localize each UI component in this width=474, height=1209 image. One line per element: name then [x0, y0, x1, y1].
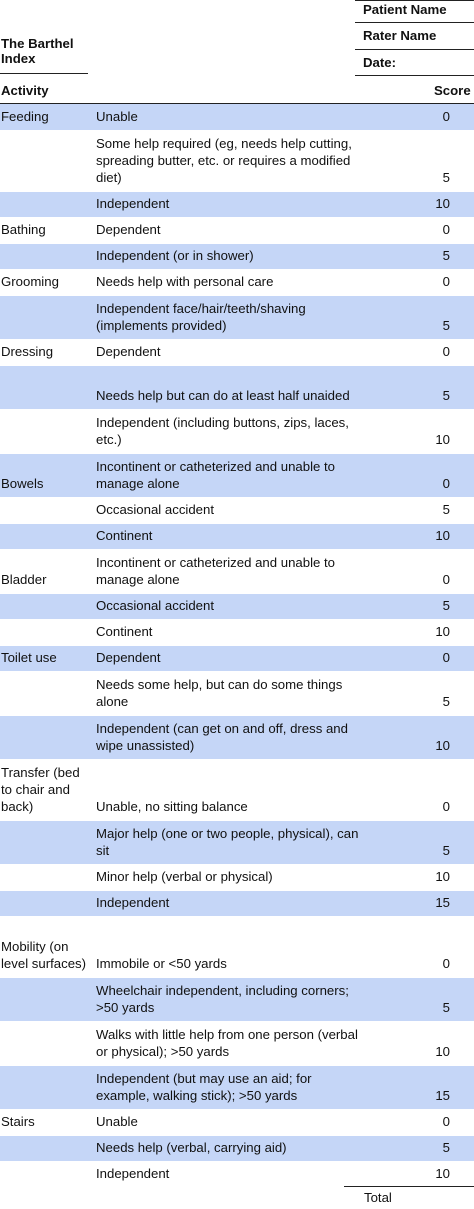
description-cell: Immobile or <50 yards	[96, 956, 227, 971]
table-row	[0, 244, 474, 270]
description-cell: Independent (including buttons, zips, laces, etc.)	[96, 415, 349, 447]
score-cell: 5	[442, 318, 450, 333]
score-cell: 10	[435, 1166, 450, 1181]
score-cell: 10	[435, 738, 450, 753]
table-row	[0, 366, 474, 410]
patient-name-top-line	[355, 0, 474, 1]
score-cell: 0	[442, 956, 450, 971]
activity-column-header: Activity	[1, 83, 49, 98]
table-row	[0, 218, 474, 244]
activity-cell: Toilet use	[1, 650, 57, 665]
score-cell: 10	[435, 432, 450, 447]
table-row	[0, 1022, 474, 1066]
score-cell: 0	[442, 650, 450, 665]
description-cell: Walks with little help from one person (verbal or physical); >50 yards	[96, 1027, 358, 1059]
table-row	[0, 672, 474, 716]
description-cell: Independent	[96, 895, 170, 910]
table-row	[0, 296, 474, 340]
score-cell: 5	[442, 1000, 450, 1015]
form-title: The Barthel Index	[1, 36, 74, 66]
rater-name-label: Rater Name	[363, 28, 437, 43]
description-cell: Minor help (verbal or physical)	[96, 869, 273, 884]
score-cell: 5	[442, 502, 450, 517]
rater-name-field[interactable]	[355, 49, 474, 50]
score-cell: 10	[435, 869, 450, 884]
description-cell: Unable	[96, 109, 138, 124]
table-row	[0, 550, 474, 594]
table-row	[0, 760, 474, 821]
table-row	[0, 891, 474, 917]
description-cell: Independent face/hair/teeth/shaving (implements provided)	[96, 301, 306, 333]
score-cell: 5	[442, 598, 450, 613]
table-row	[0, 104, 474, 131]
table-row	[0, 131, 474, 192]
description-cell: Some help required (eg, needs help cutting, spreading butter, etc. or requires a modified diet)	[96, 136, 352, 185]
table-row	[0, 410, 474, 454]
table-row	[0, 620, 474, 646]
score-cell: 5	[442, 843, 450, 858]
score-cell: 0	[442, 799, 450, 814]
score-cell: 0	[442, 274, 450, 289]
description-cell: Incontinent or catheterized and unable to manage alone	[96, 459, 336, 491]
activity-cell: Transfer (bed to chair and back)	[1, 765, 80, 814]
score-cell: 0	[442, 1114, 450, 1129]
table-row	[0, 1066, 474, 1110]
activity-cell: Bladder	[1, 572, 47, 587]
score-cell: 5	[442, 388, 450, 403]
form-header	[0, 0, 474, 80]
table-row	[0, 917, 474, 978]
score-column-header: Score	[434, 83, 471, 98]
table-row	[0, 1110, 474, 1136]
table-row	[0, 1136, 474, 1162]
activity-cell: Bathing	[1, 222, 46, 237]
description-cell: Needs help (verbal, carrying aid)	[96, 1140, 287, 1155]
date-field[interactable]	[355, 75, 474, 76]
patient-name-field[interactable]	[355, 22, 474, 23]
score-cell: 15	[435, 1088, 450, 1103]
description-cell: Needs help with personal care	[96, 274, 274, 289]
activity-cell: Dressing	[1, 344, 54, 359]
description-cell: Continent	[96, 624, 153, 639]
table-row	[0, 646, 474, 672]
description-cell: Occasional accident	[96, 502, 215, 517]
table-row	[0, 270, 474, 296]
table-row	[0, 821, 474, 865]
score-cell: 15	[435, 895, 450, 910]
score-cell: 0	[442, 572, 450, 587]
description-cell: Unable	[96, 1114, 138, 1129]
score-cell: 5	[442, 694, 450, 709]
table-row	[0, 978, 474, 1022]
description-cell: Independent	[96, 1166, 170, 1181]
description-cell: Independent	[96, 196, 170, 211]
score-cell: 10	[435, 624, 450, 639]
table-row	[0, 594, 474, 620]
description-cell: Major help (one or two people, physical), can sit	[96, 826, 359, 858]
table-row	[0, 524, 474, 550]
table-row	[0, 340, 474, 366]
activity-cell: Feeding	[1, 109, 49, 124]
description-cell: Dependent	[96, 344, 161, 359]
score-cell: 0	[442, 344, 450, 359]
table-row	[0, 865, 474, 891]
description-cell: Continent	[96, 528, 153, 543]
table-row	[0, 1162, 474, 1188]
table-row	[0, 498, 474, 524]
score-cell: 5	[442, 1140, 450, 1155]
table-row	[0, 716, 474, 760]
title-divider	[0, 73, 88, 74]
patient-name-label: Patient Name	[363, 2, 447, 17]
score-cell: 0	[442, 222, 450, 237]
description-cell: Independent (but may use an aid; for example, walking stick); >50 yards	[96, 1071, 312, 1103]
description-cell: Occasional accident	[96, 598, 215, 613]
description-cell: Dependent	[96, 222, 161, 237]
activity-cell: Grooming	[1, 274, 59, 289]
table-row	[0, 192, 474, 218]
total-label: Total	[364, 1190, 392, 1205]
description-cell: Needs some help, but can do some things alone	[96, 677, 343, 709]
score-cell: 10	[435, 196, 450, 211]
description-cell: Dependent	[96, 650, 161, 665]
score-cell: 10	[435, 1044, 450, 1059]
description-cell: Wheelchair independent, including corners; >50 yards	[96, 983, 349, 1015]
description-cell: Incontinent or catheterized and unable to manage alone	[96, 555, 336, 587]
activity-cell: Mobility (on level surfaces)	[1, 939, 87, 971]
activity-cell: Stairs	[1, 1114, 35, 1129]
score-cell: 5	[442, 170, 450, 185]
score-cell: 0	[442, 109, 450, 124]
score-cell: 10	[435, 528, 450, 543]
description-cell: Needs help but can do at least half unaided	[96, 388, 350, 403]
score-cell: 0	[442, 476, 450, 491]
description-cell: Independent (can get on and off, dress and wipe unassisted)	[96, 721, 348, 753]
date-label: Date:	[363, 55, 396, 70]
total-divider	[344, 1186, 474, 1187]
activity-cell: Bowels	[1, 476, 44, 491]
score-cell: 5	[442, 248, 450, 263]
description-cell: Independent (or in shower)	[96, 248, 254, 263]
total-row	[0, 1186, 474, 1209]
description-cell: Unable, no sitting balance	[96, 799, 248, 814]
table-row	[0, 454, 474, 498]
